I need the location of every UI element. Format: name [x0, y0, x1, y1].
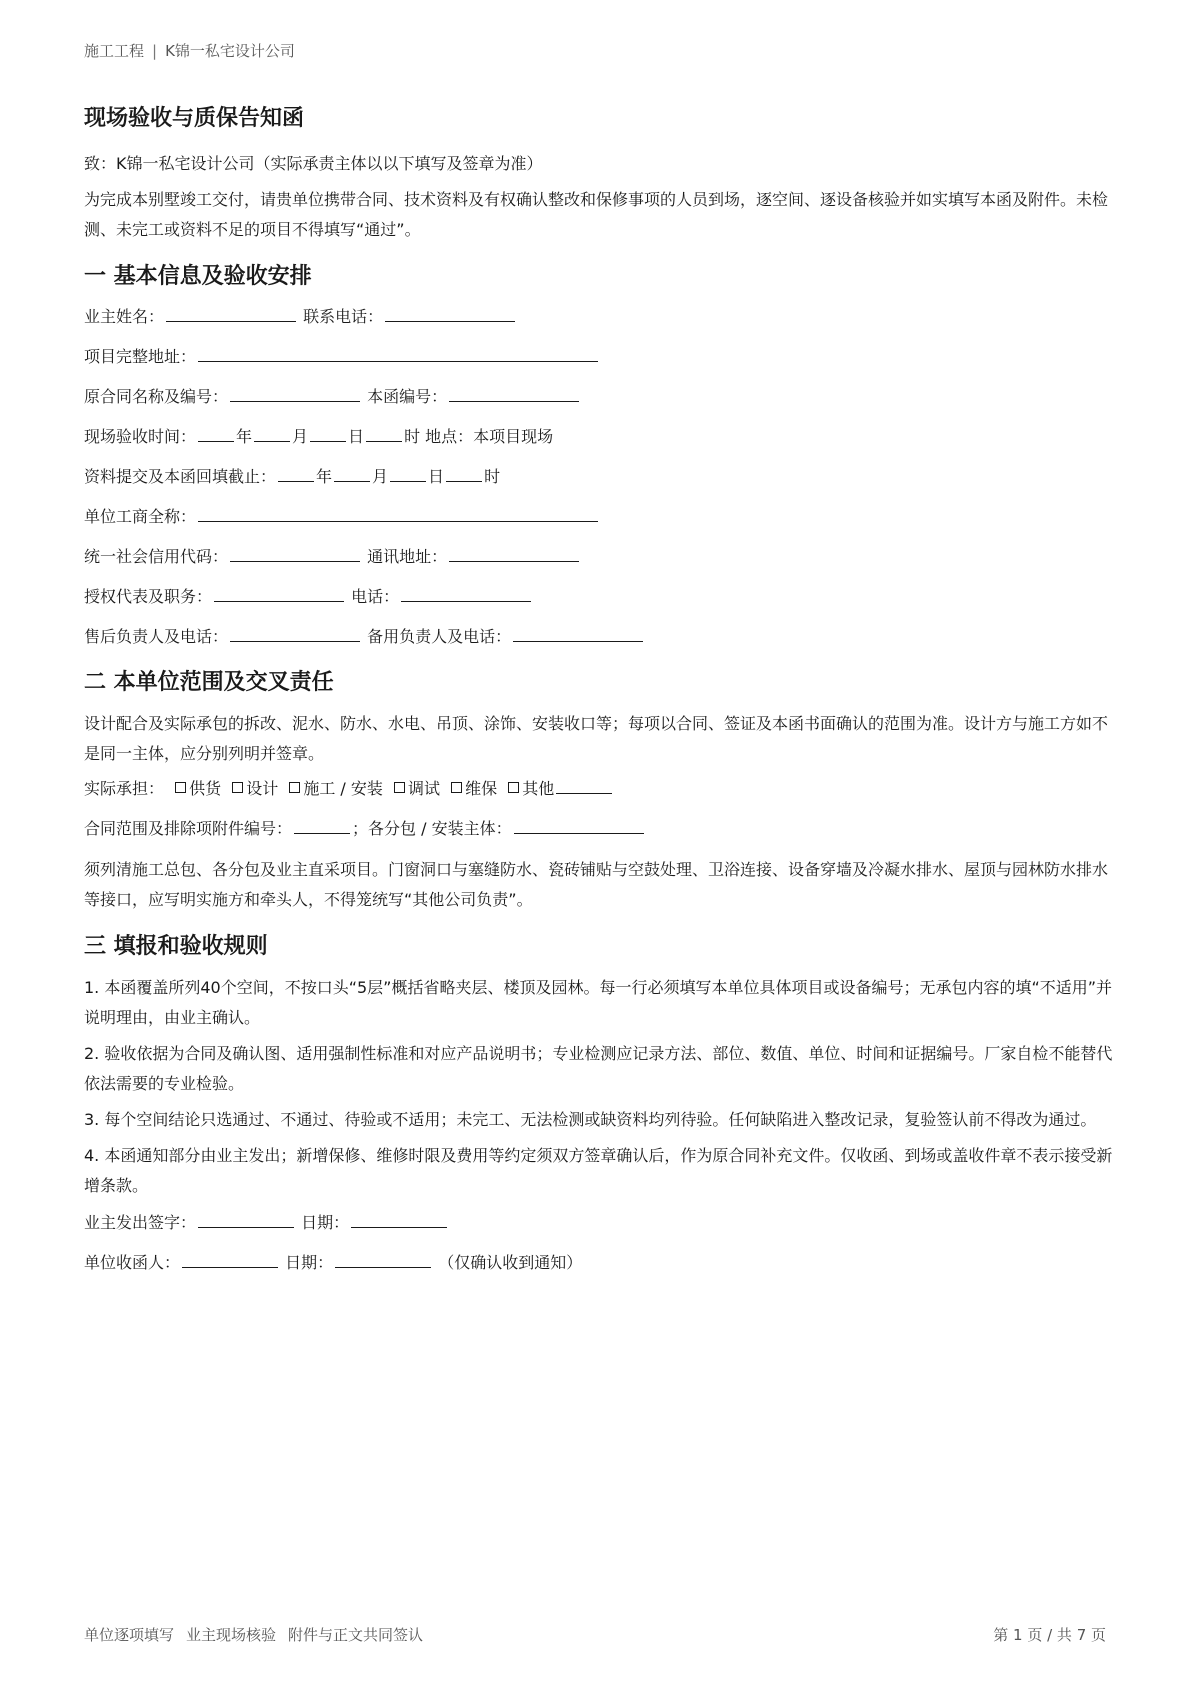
owner-info-row	[84, 303, 1114, 331]
receiver-signature-row	[84, 1249, 1114, 1277]
section2-title: 二 本单位范围及交叉责任	[84, 670, 334, 695]
phone-label: 电话：	[351, 587, 400, 606]
deadline-label: 资料提交及本函回填截止：	[84, 467, 277, 486]
letter-no-blank[interactable]	[449, 383, 579, 402]
footer-note-2: 业主现场核验	[186, 1626, 277, 1644]
receiver-date-blank[interactable]	[335, 1249, 431, 1268]
design-option: 设计	[246, 779, 279, 798]
contract-label: 原合同名称及编号：	[84, 387, 229, 406]
subcontractor-label: ；各分包 / 安装主体：	[352, 819, 512, 838]
contract-blank[interactable]	[230, 383, 360, 402]
mail-address-label: 通讯地址：	[367, 547, 448, 566]
backup-label: 备用负责人及电话：	[367, 627, 512, 646]
phone-blank[interactable]	[401, 583, 531, 602]
credit-code-blank[interactable]	[230, 543, 360, 562]
inspection-time-row	[84, 423, 1114, 451]
backup-blank[interactable]	[513, 623, 643, 642]
footer-note-3: 附件与正文共同签认	[288, 1626, 424, 1644]
section3-title: 三 填报和验收规则	[84, 934, 268, 959]
contact-phone-blank[interactable]	[385, 303, 515, 322]
representative-row	[84, 583, 1114, 611]
construction-checkbox[interactable]	[289, 782, 300, 793]
receiver-label: 单位收函人：	[84, 1253, 181, 1272]
deadline-day-blank[interactable]	[390, 463, 426, 482]
owner-date-label: 日期：	[301, 1213, 350, 1232]
owner-name-blank[interactable]	[166, 303, 296, 322]
rule-3: 3. 每个空间结论只选通过、不通过、待验或不适用；未完工、无法检测或缺资料均列待验。任何缺陷进入整改记录，复验签认前不得改为通过。	[84, 1110, 1097, 1129]
commissioning-option: 调试	[408, 779, 441, 798]
month-blank[interactable]	[254, 423, 290, 442]
owner-sign-label: 业主发出签字：	[84, 1213, 197, 1232]
deadline-hour-blank[interactable]	[446, 463, 482, 482]
year-blank[interactable]	[198, 423, 234, 442]
mail-address-blank[interactable]	[449, 543, 579, 562]
representative-blank[interactable]	[214, 583, 344, 602]
attachment-no-blank[interactable]	[294, 815, 350, 834]
address-blank[interactable]	[198, 343, 598, 362]
deadline-hour-unit: 时	[484, 467, 501, 486]
maintenance-checkbox[interactable]	[451, 782, 462, 793]
location-text: 地点：本项目现场	[425, 427, 554, 446]
inspection-time-label: 现场验收时间：	[84, 427, 197, 446]
credit-code-row	[84, 543, 1114, 571]
header-company: K锦一私宅设计公司	[165, 42, 295, 60]
owner-sign-blank[interactable]	[198, 1209, 294, 1228]
day-unit: 日	[348, 427, 365, 446]
page-footer	[84, 1624, 1106, 1645]
owner-signature-row	[84, 1209, 1114, 1237]
letter-no-label: 本函编号：	[367, 387, 448, 406]
aftersale-label: 售后负责人及电话：	[84, 627, 229, 646]
design-checkbox[interactable]	[232, 782, 243, 793]
day-blank[interactable]	[310, 423, 346, 442]
page-number: 第 1 页 / 共 7 页	[993, 1626, 1106, 1644]
section1-title: 一 基本信息及验收安排	[84, 264, 312, 289]
supply-option: 供货	[189, 779, 222, 798]
receipt-note: （仅确认收到通知）	[438, 1253, 583, 1272]
construction-option: 施工 / 安装	[303, 779, 383, 798]
footer-notes	[84, 1624, 435, 1645]
other-checkbox[interactable]	[508, 782, 519, 793]
owner-date-blank[interactable]	[351, 1209, 447, 1228]
deadline-day-unit: 日	[428, 467, 445, 486]
other-option: 其他	[522, 779, 555, 798]
document-body	[84, 103, 1114, 1289]
receiver-blank[interactable]	[182, 1249, 278, 1268]
intro-paragraph: 为完成本别墅竣工交付，请贵单位携带合同、技术资料及有权确认整改和保修事项的人员到场，逐空间、逐设备核验并如实填写本函及附件。未检测、未完工或资料不足的项目不得填写“通过”。	[84, 190, 1109, 239]
actual-scope-label: 实际承担：	[84, 779, 165, 798]
deadline-year-unit: 年	[316, 467, 333, 486]
commissioning-checkbox[interactable]	[394, 782, 405, 793]
owner-name-label: 业主姓名：	[84, 307, 165, 326]
scope-description: 设计配合及实际承包的拆改、泥水、防水、水电、吊顶、涂饰、安装收口等；每项以合同、签证及本函书面确认的范围为准。设计方与施工方如不是同一主体，应分别列明并签章。	[84, 714, 1109, 763]
rule-2: 2. 验收依据为合同及确认图、适用强制性标准和对应产品说明书；专业检测应记录方法、部位、数值、单位、时间和证据编号。厂家自检不能替代依法需要的专业检验。	[84, 1044, 1113, 1093]
maintenance-option: 维保	[465, 779, 498, 798]
contract-scope-label: 合同范围及排除项附件编号：	[84, 819, 293, 838]
header-separator: |	[152, 42, 158, 60]
footer-note-1: 单位逐项填写	[84, 1626, 175, 1644]
supply-checkbox[interactable]	[175, 782, 186, 793]
actual-scope-row	[84, 775, 1114, 803]
aftersale-blank[interactable]	[230, 623, 360, 642]
representative-label: 授权代表及职务：	[84, 587, 213, 606]
aftersale-row	[84, 623, 1114, 651]
interface-note: 须列清施工总包、各分包及业主直采项目。门窗洞口与塞缝防水、瓷砖铺贴与空鼓处理、卫浴连接、设备穿墙及冷凝水排水、屋顶与园林防水排水等接口，应写明实施方和牵头人，不得笼统写“其他公司负责”。	[84, 860, 1109, 909]
other-blank[interactable]	[556, 775, 612, 794]
receiver-date-label: 日期：	[285, 1253, 334, 1272]
contact-phone-label: 联系电话：	[303, 307, 384, 326]
deadline-year-blank[interactable]	[278, 463, 314, 482]
credit-code-label: 统一社会信用代码：	[84, 547, 229, 566]
year-unit: 年	[236, 427, 253, 446]
addressee-line: 致：K锦一私宅设计公司（实际承责主体以以下填写及签章为准）	[84, 154, 543, 173]
contract-scope-row	[84, 815, 1114, 843]
hour-unit: 时	[404, 427, 421, 446]
company-name-label: 单位工商全称：	[84, 507, 197, 526]
subcontractor-blank[interactable]	[514, 815, 644, 834]
hour-blank[interactable]	[366, 423, 402, 442]
rule-4: 4. 本函通知部分由业主发出；新增保修、维修时限及费用等约定须双方签章确认后，作为原合同补充文件。仅收函、到场或盖收件章不表示接受新增条款。	[84, 1146, 1113, 1195]
contract-row	[84, 383, 1114, 411]
company-name-blank[interactable]	[198, 503, 598, 522]
address-row	[84, 343, 1114, 371]
page-header	[84, 40, 295, 61]
rule-1: 1. 本函覆盖所列40个空间，不按口头“5层”概括省略夹层、楼顶及园林。每一行必须填写本单位具体项目或设备编号；无承包内容的填“不适用”并说明理由，由业主确认。	[84, 978, 1113, 1027]
company-name-row	[84, 503, 1114, 531]
deadline-month-unit: 月	[372, 467, 389, 486]
deadline-row	[84, 463, 1114, 491]
deadline-month-blank[interactable]	[334, 463, 370, 482]
month-unit: 月	[292, 427, 309, 446]
address-label: 项目完整地址：	[84, 347, 197, 366]
header-section: 施工工程	[84, 42, 145, 60]
document-title: 现场验收与质保告知函	[84, 106, 305, 131]
